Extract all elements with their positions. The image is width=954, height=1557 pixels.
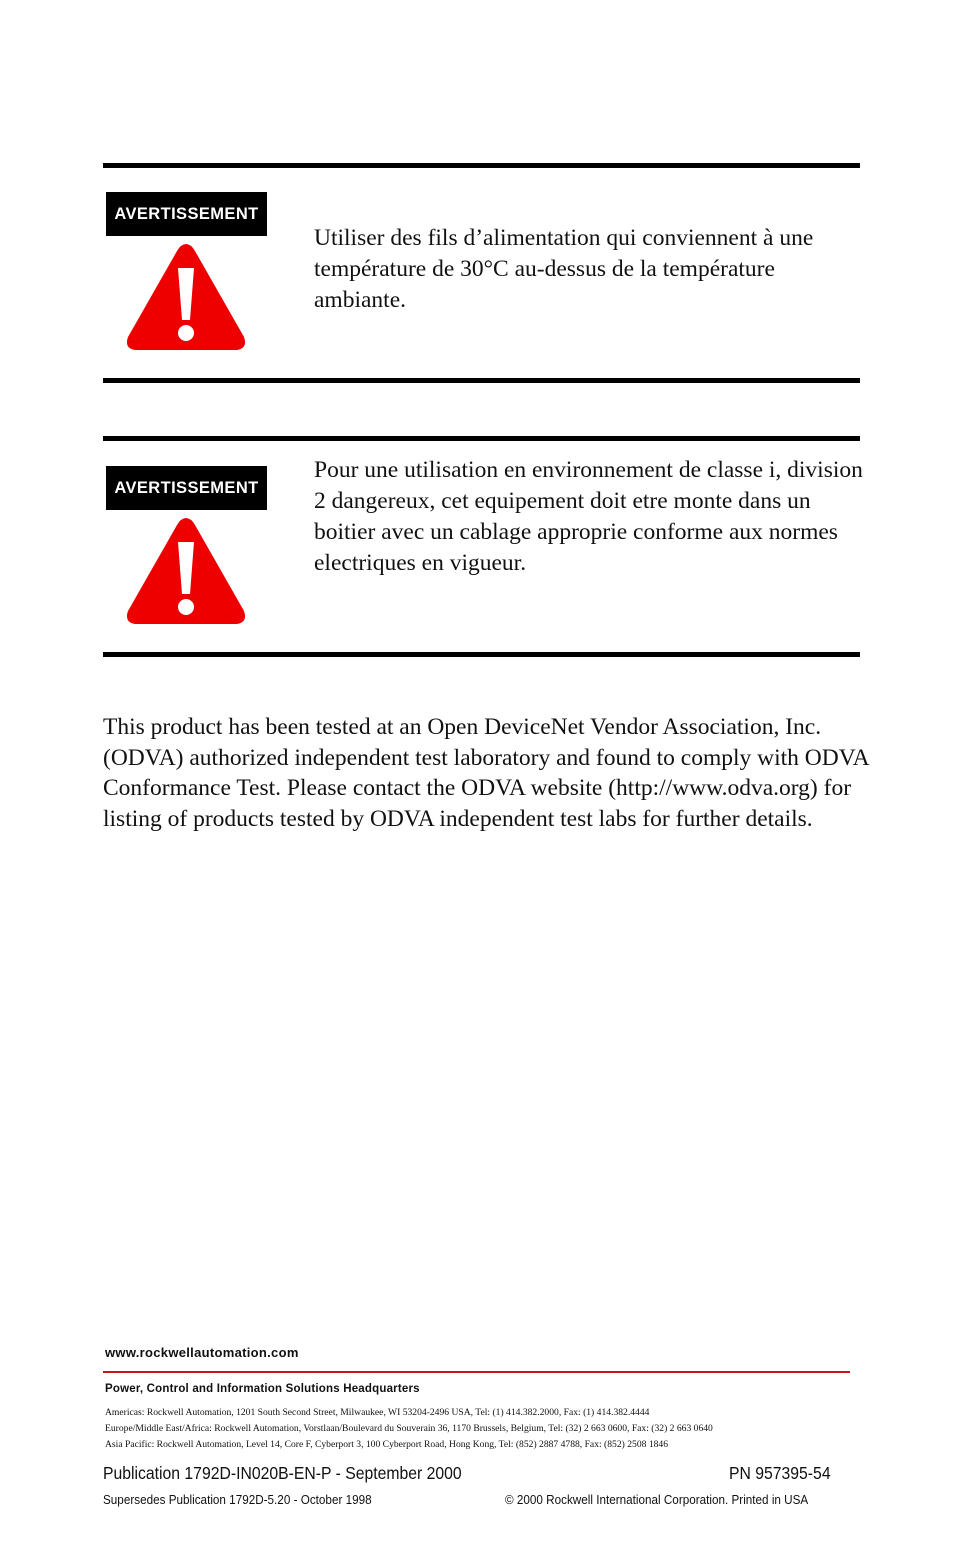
warning-2-bottom-rule: [103, 652, 860, 657]
warning-2-text: Pour une utilisation en environnement de classe i, division 2 dangereux, cet equipement doit etre monte dans un boitier avec un cablage approprie conforme aux normes electriques en vigueur.: [314, 457, 863, 576]
warning-1-bottom-rule: [103, 378, 860, 383]
warning-1-top-rule: [103, 163, 860, 168]
website-link[interactable]: www.rockwellautomation.com: [105, 1345, 299, 1360]
warning-2-badge: AVERTISSEMENT: [106, 466, 267, 510]
copyright-notice: © 2000 Rockwell International Corporation. Printed in USA: [505, 1492, 809, 1507]
headquarters-title: Power, Control and Information Solutions Headquarters: [105, 1383, 420, 1395]
address-emea: Europe/Middle East/Africa: Rockwell Automation, Vorstlaan/Boulevard du Souverain 36, 1170 Brussels, Belgium, Tel: (32) 2 663 0600, Fax: (32) 2 663 0640: [105, 1423, 713, 1434]
address-americas: Americas: Rockwell Automation, 1201 South Second Street, Milwaukee, WI 53204-2496 USA, Tel: (1) 414.382.2000, Fax: (1) 414.382.4444: [105, 1407, 650, 1418]
supersedes-note: Supersedes Publication 1792D-5.20 - October 1998: [103, 1492, 372, 1507]
warning-2-top-rule: [103, 436, 860, 441]
warning-1-badge: AVERTISSEMENT: [106, 192, 267, 236]
warning-triangle-icon: [124, 514, 248, 626]
part-number: PN 957395-54: [729, 1463, 831, 1483]
warning-1-text: Utiliser des fils d’alimentation qui conviennent à une température de 30°C au-dessus de la température ambiante.: [314, 225, 814, 313]
publication-number: Publication 1792D-IN020B-EN-P - September 2000: [103, 1463, 462, 1483]
footer-divider: [103, 1371, 850, 1373]
odva-conformance-paragraph: This product has been tested at an Open DeviceNet Vendor Association, Inc. (ODVA) authorized independent test laboratory and found to comply with ODVA Conformance Test. Please contact the ODVA website (http://www.odva.org) for listing of products tested by ODVA independent test labs for further details.: [103, 714, 869, 832]
warning-triangle-icon: [124, 240, 248, 352]
address-asia-pacific: Asia Pacific: Rockwell Automation, Level 14, Core F, Cyberport 3, 100 Cyberport Road, Hong Kong, Tel: (852) 2887 4788, Fax: (852) 2508 1846: [105, 1439, 669, 1450]
